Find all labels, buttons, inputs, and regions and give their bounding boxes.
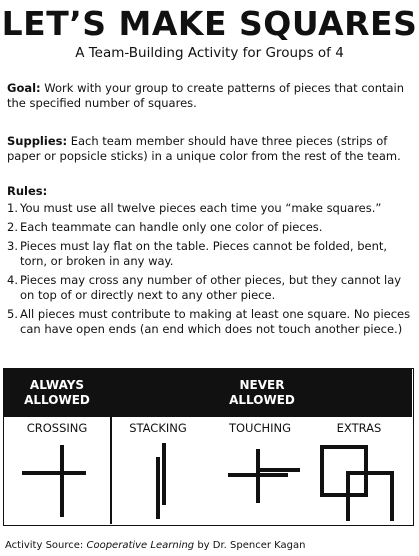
allowed-table <box>3 368 414 526</box>
crossing-label: CROSSING <box>26 421 88 435</box>
page-subtitle: A Team-Building Activity for Groups of 4 <box>75 45 344 61</box>
rule-number: 5. <box>7 307 18 321</box>
never-header-line2: ALLOWED <box>229 393 295 407</box>
rules-list <box>7 201 413 341</box>
rule-text: Each teammate can handle only one color of pieces. <box>20 220 323 234</box>
rule-item <box>7 273 413 303</box>
source-author: by Dr. Spencer Kagan <box>194 540 306 551</box>
goal-label: Goal: <box>7 81 41 95</box>
supplies-paragraph <box>7 134 413 164</box>
activity-source <box>5 539 305 552</box>
rule-item <box>7 307 413 337</box>
rule-text: Pieces must lay flat on the table. Pieces cannot be folded, bent, torn, or broken in any way. <box>20 239 388 268</box>
rule-item <box>7 201 413 216</box>
rules-heading: Rules: <box>7 184 48 198</box>
rule-text: All pieces must contribute to making at least one square. No pieces can have open ends (an end which does not touch another piece.) <box>20 307 411 336</box>
source-book-title: Cooperative Learning <box>86 540 195 551</box>
supplies-text: Each team member should have three pieces (strips of paper or popsicle sticks) in a unique color from the rest of the team. <box>7 134 401 163</box>
touching-label: TOUCHING <box>228 421 292 435</box>
extras-label: EXTRAS <box>336 421 382 435</box>
supplies-label: Supplies: <box>7 134 68 148</box>
rule-number: 2. <box>7 220 18 234</box>
rule-number: 3. <box>7 239 18 253</box>
stacking-label: STACKING <box>129 421 187 435</box>
rule-number: 1. <box>7 201 18 215</box>
crossing-diagram <box>12 435 102 523</box>
rule-text: You must use all twelve pieces each time you “make squares.” <box>20 201 382 215</box>
goal-text: Work with your group to create patterns of pieces that contain the specified number of squares. <box>7 81 405 110</box>
never-header-line1: NEVER <box>239 378 285 392</box>
source-prefix: Activity Source: <box>5 540 87 551</box>
goal-paragraph <box>7 81 413 111</box>
rule-item <box>7 220 413 235</box>
always-allowed-header <box>4 369 110 417</box>
never-allowed-header <box>112 369 412 417</box>
page-title: LET’S MAKE SQUARES <box>1 4 418 43</box>
rule-number: 4. <box>7 273 18 287</box>
extras-diagram <box>310 435 410 523</box>
stacking-diagram <box>116 435 206 523</box>
rule-text: Pieces may cross any number of other pieces, but they cannot lay on top of or directly next to any other piece. <box>20 273 402 302</box>
rule-item <box>7 239 413 269</box>
always-header-line2: ALLOWED <box>24 393 90 407</box>
column-divider <box>110 369 112 524</box>
touching-diagram <box>216 435 306 523</box>
always-header-line1: ALWAYS <box>29 378 85 392</box>
